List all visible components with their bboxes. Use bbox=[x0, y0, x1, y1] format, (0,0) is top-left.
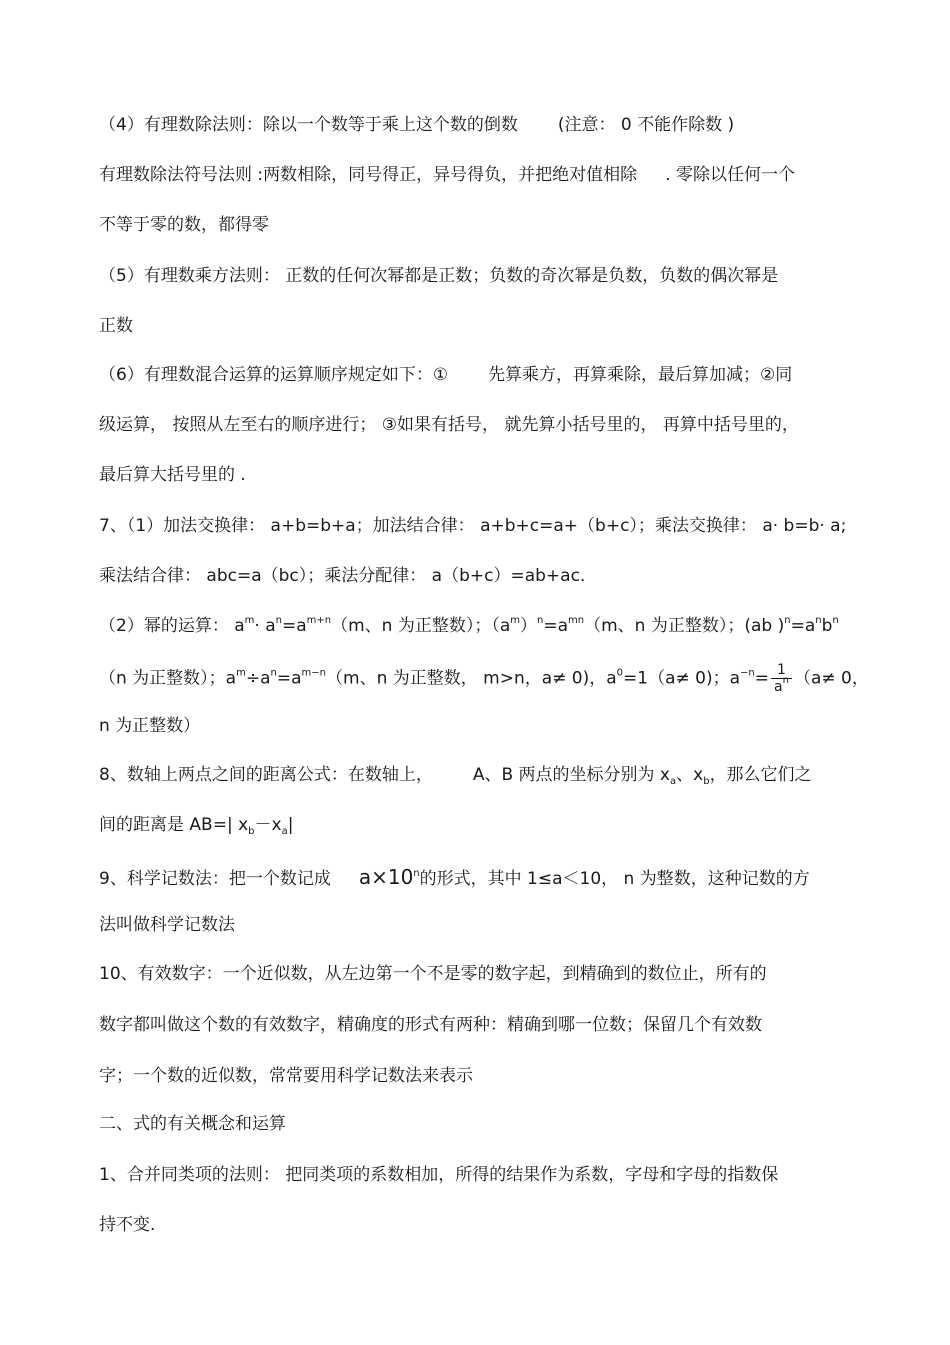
superscript: n bbox=[784, 615, 791, 626]
superscript: m bbox=[244, 615, 255, 626]
text: 9、科学记数法：把一个数记成 bbox=[99, 869, 331, 889]
text: a×10 bbox=[358, 865, 414, 889]
significant-figures: 10、有效数字：一个近似数，从左边第一个不是零的数字起，到精确到的数位止，所有的 bbox=[99, 964, 767, 984]
exponent-rules-cont bbox=[99, 662, 890, 695]
exponent-rules bbox=[99, 615, 890, 637]
superscript: m+n bbox=[306, 615, 332, 626]
text: =a bbox=[543, 616, 569, 636]
section-heading: 二、式的有关概念和运算 bbox=[99, 1114, 286, 1134]
text: 8、数轴上两点之间的距离公式：在数轴上， bbox=[99, 765, 433, 785]
superscript: n bbox=[782, 675, 789, 686]
subscript: a bbox=[670, 776, 677, 787]
text: －x bbox=[254, 815, 282, 835]
text: （m、n 为正整数）；（a bbox=[331, 616, 511, 636]
text: （a≠ 0， bbox=[793, 668, 869, 689]
text: ） bbox=[520, 616, 538, 636]
text: （m、n 为正整数， m>n，a≠ 0)，a bbox=[326, 668, 617, 689]
superscript: n bbox=[275, 615, 282, 626]
superscript: −n bbox=[740, 667, 755, 679]
text-line: 数字都叫做这个数的有效数字，精确度的形式有两种：精确到哪一位数；保留几个有效数 bbox=[99, 1015, 762, 1035]
superscript: n bbox=[832, 615, 839, 626]
text: A、B 两点的坐标分别为 x bbox=[472, 765, 670, 785]
text-line: 不等于零的数，都得零 bbox=[99, 215, 269, 235]
subscript: b bbox=[248, 826, 255, 837]
laws-of-operation: 7、（1）加法交换律： a+b=b+a；加法结合律： a+b+c=a+（b+c）；乘法交换律： a· b=b· a; bbox=[99, 516, 847, 536]
superscript: n bbox=[413, 868, 420, 879]
superscript: m−n bbox=[301, 667, 327, 679]
text-line: 正数 bbox=[99, 316, 133, 336]
text: 间的距离是 AB=| x bbox=[99, 815, 249, 835]
superscript: n bbox=[815, 615, 822, 626]
fraction-denominator bbox=[771, 675, 792, 695]
rule-mixed-operations bbox=[99, 364, 890, 386]
text: 先算乘方，再算乘除，最后算加减；②同 bbox=[488, 365, 793, 385]
superscript: n bbox=[537, 615, 544, 626]
fraction-numerator: 1 bbox=[771, 662, 792, 679]
text: =a bbox=[281, 616, 307, 636]
superscript: n bbox=[270, 667, 277, 679]
rule-division-sign bbox=[99, 164, 890, 186]
text: . 零除以任何一个 bbox=[665, 165, 795, 185]
text-line: 级运算， 按照从左至右的顺序进行； ③如果有括号， 就先算小括号里的， 再算中括号里的， bbox=[99, 415, 799, 435]
superscript: m bbox=[236, 667, 246, 679]
subscript: b bbox=[703, 776, 710, 787]
text: （m、n 为正整数）；(ab ) bbox=[584, 616, 785, 636]
text: =a bbox=[276, 668, 302, 689]
text: = bbox=[754, 668, 770, 689]
text: ，那么它们之 bbox=[709, 765, 812, 785]
text: · a bbox=[254, 616, 276, 636]
subscript: a bbox=[281, 826, 288, 837]
text-line: 法叫做科学记数法 bbox=[99, 915, 235, 935]
text: a bbox=[774, 679, 783, 695]
superscript: m bbox=[510, 615, 521, 626]
text-line: 持不变. bbox=[99, 1215, 156, 1235]
text: =a bbox=[790, 616, 816, 636]
fraction bbox=[771, 662, 792, 695]
distance-formula bbox=[99, 764, 890, 786]
text-line: 字；一个数的近似数，常常要用科学记数法来表示 bbox=[99, 1066, 473, 1086]
like-terms-rule: 1、合并同类项的法则： 把同类项的系数相加，所得的结果作为系数，字母和字母的指数保 bbox=[99, 1165, 779, 1185]
text-line: n 为正整数） bbox=[99, 716, 201, 736]
distance-formula-cont bbox=[99, 814, 890, 836]
text-line: 乘法结合律： abc=a（bc）；乘法分配律： a（b+c）=ab+ac. bbox=[99, 566, 586, 586]
text: （6）有理数混合运算的运算顺序规定如下：① bbox=[99, 365, 449, 385]
text: （4）有理数除法则：除以一个数等于乘上这个数的倒数 bbox=[99, 115, 518, 135]
text: 有理数除法符号法则 :两数相除，同号得正，异号得负，并把绝对值相除 bbox=[99, 165, 638, 185]
text-line: 最后算大括号里的 . bbox=[99, 465, 246, 485]
text: b bbox=[821, 616, 833, 636]
text: 、x bbox=[676, 765, 704, 785]
text: ÷a bbox=[245, 668, 271, 689]
text: (注意： 0 不能作除数 ) bbox=[557, 115, 735, 135]
text: （n 为正整数）；a bbox=[99, 668, 237, 689]
rule-power: （5）有理数乘方法则： 正数的任何次幂都是正数；负数的奇次幂是负数，负数的偶次幂是 bbox=[99, 266, 779, 286]
scientific-notation bbox=[99, 866, 890, 890]
superscript: 0 bbox=[616, 667, 624, 679]
text: =1（a≠ 0)；a bbox=[623, 668, 741, 689]
text: （2）幂的运算： a bbox=[99, 616, 245, 636]
superscript: mn bbox=[568, 615, 585, 626]
rule-division bbox=[99, 114, 890, 136]
text: 的形式，其中 1≤a＜10， n 为整数，这种记数的方 bbox=[419, 869, 810, 889]
text: | bbox=[287, 815, 294, 835]
